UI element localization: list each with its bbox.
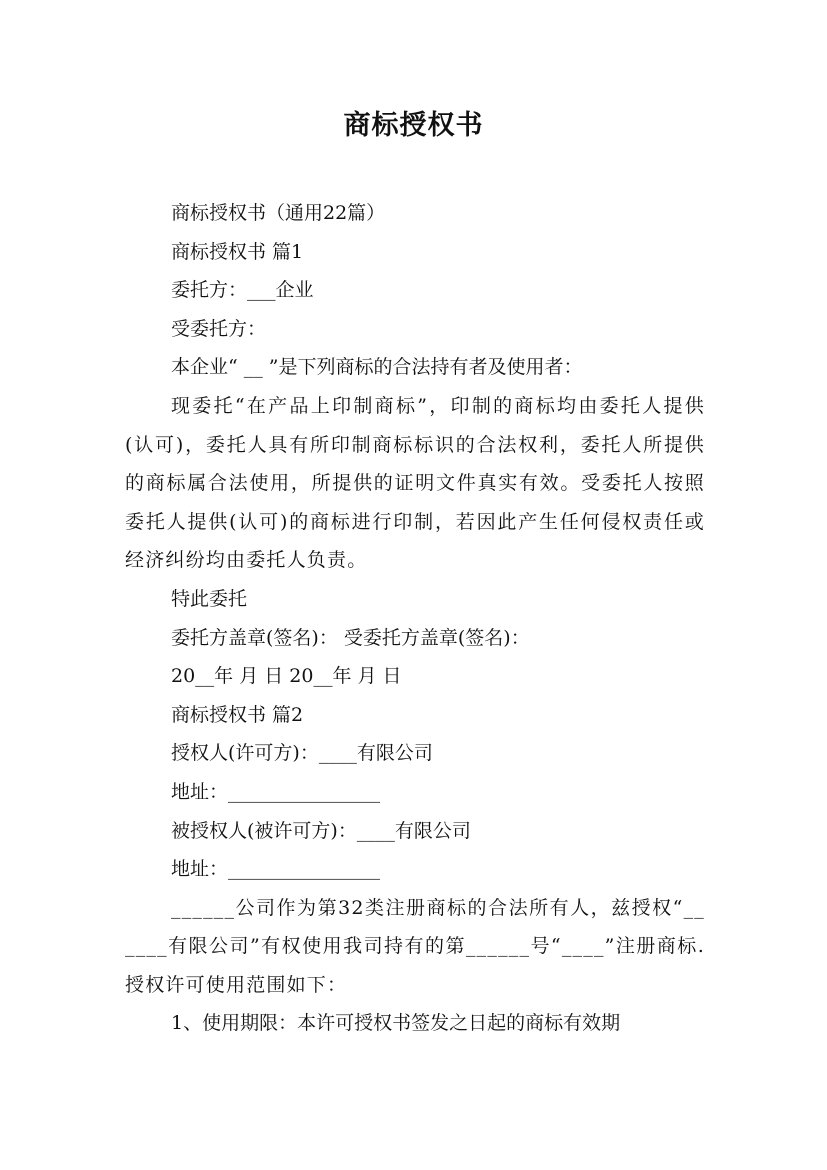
document-paragraph: ______公司作为第32类注册商标的合法所有人，兹授权“______有限公司”有权使用我司持有的第______号“____”注册商标.授权许可使用范围如下： [125, 896, 705, 996]
document-paragraph: 商标授权书 篇1 [171, 240, 304, 263]
document-paragraph: 被授权人(被许可方)：____有限公司 [171, 819, 471, 842]
document-paragraph: 授权人(许可方)：____有限公司 [171, 742, 433, 765]
document-paragraph: 地址：________________ [171, 858, 381, 881]
document-body [125, 194, 705, 1043]
document-paragraph: 本企业“ __ ”是下列商标的合法持有者及使用者： [171, 356, 583, 379]
document-paragraph: 委托方盖章(签名)： 受委托方盖章(签名)： [171, 626, 530, 649]
document-paragraph: 商标授权书 篇2 [171, 703, 304, 726]
document-paragraph: 1、使用期限：本许可授权书签发之日起的商标有效期 [171, 1012, 621, 1035]
document-paragraph: 商标授权书（通用22篇） [171, 202, 386, 224]
document-paragraph: 受委托方： [171, 317, 267, 340]
document-paragraph: 地址：________________ [171, 780, 381, 803]
document-paragraph: 20__年 月 日 20__年 月 日 [171, 665, 402, 688]
document-paragraph: 特此委托 [171, 587, 248, 610]
document-paragraph: 委托方：___企业 [171, 279, 314, 302]
document-paragraph: 现委托“在产品上印制商标”，印制的商标均由委托人提供(认可)，委托人具有所印制商标标识的合法权利，委托人所提供的商标属合法使用，所提供的证明文件真实有效。受委托人按照委托人提供(认可)的商标进行印制，若因此产生任何侵权责任或经济纠纷均由委托人负责。 [125, 394, 705, 572]
document-title: 商标授权书 [343, 110, 484, 141]
